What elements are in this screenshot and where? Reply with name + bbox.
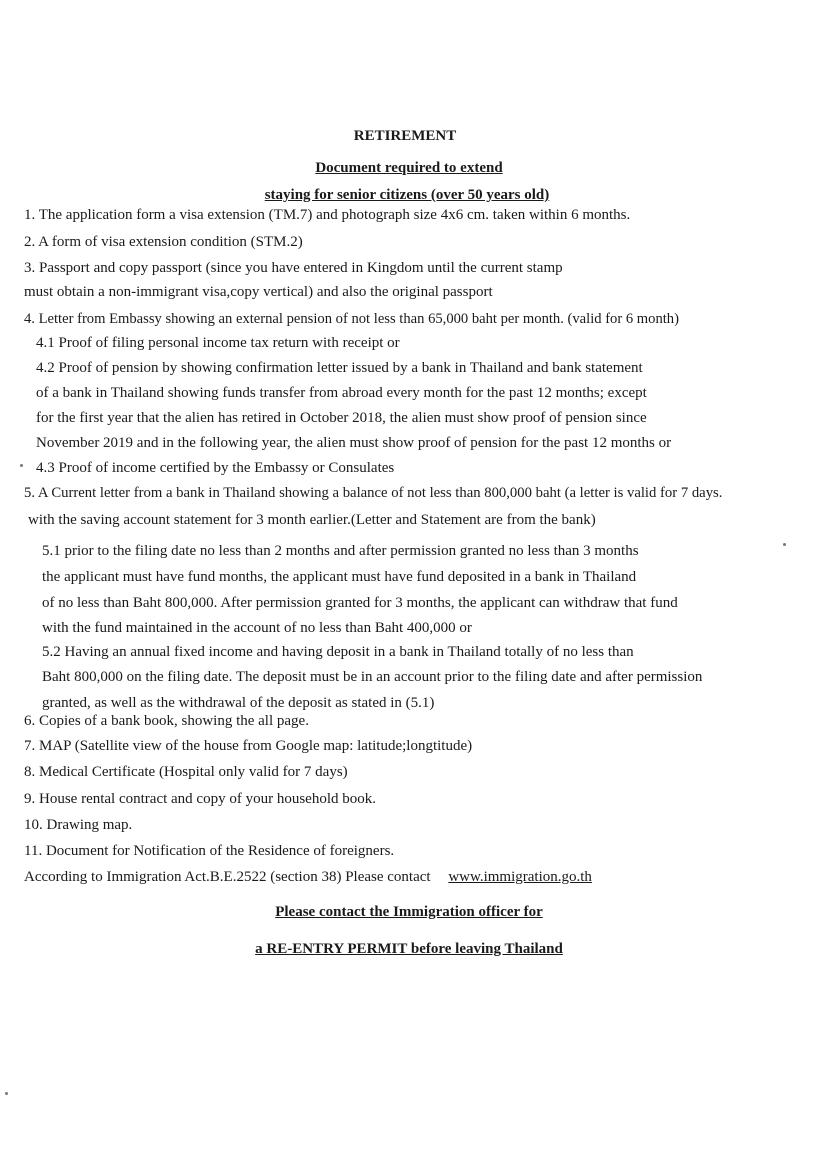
list-item-4-2-line-2: of a bank in Thailand showing funds transfer from abroad every month for the past 12 months; except xyxy=(36,385,647,401)
list-item-5-2-line-1: 5.2 Having an annual fixed income and having deposit in a bank in Thailand totally of no less than xyxy=(42,644,634,660)
list-item-5-2-line-2: Baht 800,000 on the filing date. The deposit must be in an account prior to the filing date and after permission xyxy=(42,669,703,685)
according-text: According to Immigration Act.B.E.2522 (section 38) Please contact xyxy=(24,869,431,885)
list-item-6: 6. Copies of a bank book, showing the all page. xyxy=(24,713,309,729)
document-title: RETIREMENT xyxy=(353,128,457,144)
list-item-3-line-1: 3. Passport and copy passport (since you have entered in Kingdom until the current stamp xyxy=(24,260,563,276)
list-item-5-1-line-4: with the fund maintained in the account of no less than Baht 400,000 or xyxy=(42,620,472,636)
list-item-5-1-line-1: 5.1 prior to the filing date no less than 2 months and after permission granted no less than 3 months xyxy=(42,543,639,559)
list-item-2: 2. A form of visa extension condition (STM.2) xyxy=(24,234,303,250)
list-item-3-line-2: must obtain a non-immigrant visa,copy vertical) and also the original passport xyxy=(24,284,493,300)
list-item-5-line-2: with the saving account statement for 3 month earlier.(Letter and Statement are from the bank) xyxy=(28,512,596,528)
list-item-8: 8. Medical Certificate (Hospital only valid for 7 days) xyxy=(24,764,348,780)
document-subtitle-1: Document required to extend xyxy=(315,160,503,176)
document-subtitle-2: staying for senior citizens (over 50 years old) xyxy=(264,187,550,203)
list-item-5-1-line-3: of no less than Baht 800,000. After permission granted for 3 months, the applicant can withdraw that fund xyxy=(42,595,678,611)
list-item-5-1-line-2: the applicant must have fund months, the applicant must have fund deposited in a bank in Thailand xyxy=(42,569,637,585)
list-item-4-2-line-4: November 2019 and in the following year, the alien must show proof of pension for the past 12 months or xyxy=(36,435,672,451)
scan-speck xyxy=(20,464,23,467)
according-statement xyxy=(24,868,592,886)
list-item-4-2-line-3: for the first year that the alien has retired in October 2018, the alien must show proof of pension since xyxy=(36,410,647,426)
list-item-5-line-1: 5. A Current letter from a bank in Thailand showing a balance of not less than 800,000 baht (a letter is valid for 7 days. xyxy=(24,485,723,501)
list-item-1: 1. The application form a visa extension (TM.7) and photograph size 4x6 cm. taken within 6 months. xyxy=(24,207,631,223)
list-item-10: 10. Drawing map. xyxy=(24,817,133,833)
scan-speck xyxy=(783,543,786,546)
list-item-11: 11. Document for Notification of the Residence of foreigners. xyxy=(24,843,395,859)
list-item-7: 7. MAP (Satellite view of the house from Google map: latitude;longtitude) xyxy=(24,738,473,754)
scan-speck xyxy=(5,1092,8,1095)
immigration-website-link[interactable]: www.immigration.go.th xyxy=(448,869,592,885)
list-item-9: 9. House rental contract and copy of your household book. xyxy=(24,791,376,807)
list-item-4: 4. Letter from Embassy showing an external pension of not less than 65,000 baht per month. (valid for 6 month) xyxy=(24,311,679,327)
list-item-4-1: 4.1 Proof of filing personal income tax return with receipt or xyxy=(36,335,400,351)
list-item-4-2-line-1: 4.2 Proof of pension by showing confirmation letter issued by a bank in Thailand and bank statement xyxy=(36,360,643,376)
footer-notice-line-1: Please contact the Immigration officer for xyxy=(275,904,543,920)
list-item-5-2-line-3: granted, as well as the withdrawal of the deposit as stated in (5.1) xyxy=(42,695,435,711)
list-item-4-3: 4.3 Proof of income certified by the Embassy or Consulates xyxy=(36,460,395,476)
footer-notice-line-2: a RE-ENTRY PERMIT before leaving Thailand xyxy=(255,941,563,957)
